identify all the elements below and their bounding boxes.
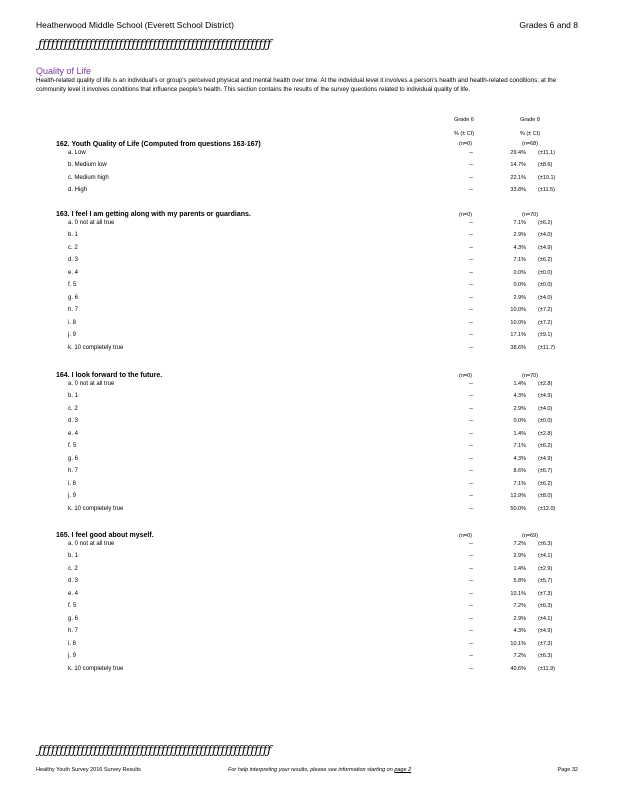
grade8-percent: 1.4%: [513, 430, 526, 437]
grade8-n-count: (n=68): [522, 140, 539, 147]
grade6-value: --: [469, 578, 473, 584]
grade6-value: --: [469, 590, 473, 597]
grade8-confidence-interval: (±6.3): [538, 540, 553, 547]
response-option-label: i. 8: [68, 480, 77, 487]
response-option-label: b. 1: [68, 553, 79, 559]
grade8-percent: 0.0%: [513, 282, 526, 288]
grade8-percent: 33.8%: [510, 187, 526, 193]
response-option-label: g. 6: [68, 455, 79, 462]
footer-survey-title: Healthy Youth Survey 2016 Survey Results: [36, 767, 141, 773]
grade6-value: --: [469, 269, 473, 276]
question-title: 163. I feel I am getting along with my parents or guardians.: [56, 211, 251, 218]
grade6-value: --: [469, 603, 473, 609]
grade6-value: --: [469, 405, 473, 412]
response-option-label: k. 10 completely true: [68, 665, 124, 672]
grade8-confidence-interval: (±4.1): [538, 553, 553, 559]
grade6-value: --: [469, 307, 473, 313]
school-name: Heatherwood Middle School (Everett School District): [36, 20, 234, 30]
grade6-value: --: [469, 380, 473, 387]
grade6-n-count: (n=0): [459, 373, 472, 379]
response-option-label: b. 1: [68, 393, 79, 399]
grade6-column-header: Grade 6: [454, 117, 474, 123]
grade8-confidence-interval: (±0.0): [538, 418, 553, 424]
grade8-stat-header: % (± CI): [519, 131, 541, 137]
grade8-confidence-interval: (±0.0): [538, 282, 553, 288]
grade8-confidence-interval: (±0.0): [538, 269, 553, 276]
response-option-label: j. 9: [68, 332, 77, 338]
grade6-value: --: [469, 162, 473, 168]
response-option-label: h. 7: [68, 628, 79, 634]
grade8-confidence-interval: (±11.5): [538, 187, 555, 193]
footer-page-link[interactable]: page 2: [394, 767, 412, 773]
grade8-confidence-interval: (±2.9): [538, 565, 553, 572]
grade8-confidence-interval: (±5.7): [538, 578, 553, 584]
grade8-confidence-interval: (±6.7): [538, 468, 553, 474]
grade8-percent: 10.1%: [510, 590, 526, 597]
grade8-confidence-interval: (±11.1): [538, 149, 555, 156]
grade8-confidence-interval: (±8.6): [538, 162, 553, 168]
grade8-percent: 2.9%: [513, 553, 526, 559]
response-option-label: b. 1: [68, 232, 79, 238]
grade8-confidence-interval: (±7.3): [538, 640, 553, 647]
grade6-value: --: [469, 653, 473, 659]
grade6-value: --: [469, 332, 473, 338]
question-title: 164. I look forward to the future.: [56, 372, 163, 379]
grade8-percent: 22.1%: [510, 174, 526, 181]
grade8-confidence-interval: (±7.3): [538, 590, 553, 597]
grade8-percent: 7.1%: [513, 257, 526, 263]
grade6-value: --: [469, 505, 473, 512]
response-option-label: f. 5: [68, 282, 77, 288]
grade8-percent: 2.9%: [513, 232, 526, 238]
grade6-value: --: [469, 553, 473, 559]
response-option-label: b. Medium low: [68, 162, 107, 168]
grade8-n-count: (n=70): [522, 373, 539, 379]
grade8-n-count: (n=70): [522, 212, 539, 218]
response-option-label: a. 0 not at all true: [68, 219, 115, 226]
response-option-label: d. 3: [68, 257, 79, 263]
response-option-label: i. 8: [68, 640, 77, 647]
grade8-percent: 40.6%: [510, 665, 526, 672]
response-option-label: d. 3: [68, 578, 79, 584]
grade6-value: --: [469, 455, 473, 462]
response-option-label: i. 8: [68, 319, 77, 326]
grade6-value: --: [469, 430, 473, 437]
response-option-label: c. 2: [68, 244, 78, 251]
grade8-percent: 7.1%: [513, 443, 526, 449]
grade8-percent: 17.1%: [510, 332, 526, 338]
grade8-percent: 12.9%: [510, 493, 526, 499]
grade8-confidence-interval: (±4.0): [538, 405, 553, 412]
footer-help-prefix: For help interpreting your results, please see information starting on: [228, 767, 395, 773]
response-option-label: d. High: [68, 187, 88, 193]
response-option-label: d. 3: [68, 418, 79, 424]
grade8-percent: 5.8%: [513, 578, 526, 584]
grade6-value: --: [469, 149, 473, 156]
response-option-label: g. 6: [68, 615, 79, 622]
grade8-confidence-interval: (±4.9): [538, 393, 553, 399]
grade6-n-count: (n=0): [459, 140, 472, 147]
response-option-label: j. 9: [68, 653, 77, 659]
grade6-value: --: [469, 257, 473, 263]
grade8-column-header: Grade 8: [520, 117, 540, 123]
grade6-value: --: [469, 468, 473, 474]
grade6-value: --: [469, 294, 473, 301]
response-option-label: e. 4: [68, 269, 79, 276]
response-option-label: a. 0 not at all true: [68, 540, 115, 547]
grade8-confidence-interval: (±7.2): [538, 307, 553, 313]
grade8-percent: 10.0%: [510, 307, 526, 313]
grade8-percent: 10.1%: [510, 640, 526, 647]
grade6-value: --: [469, 565, 473, 572]
grade6-value: --: [469, 628, 473, 634]
bottom-decorative-rule: ƒƒƒƒƒƒƒƒƒƒƒƒƒƒƒƒƒƒƒƒƒƒƒƒƒƒƒƒƒƒƒƒƒƒƒƒƒƒƒƒƒƒƒƒƒƒƒƒƒƒƒƒƒƒƒ: [38, 743, 272, 757]
grade6-value: --: [469, 443, 473, 449]
response-option-label: h. 7: [68, 307, 79, 313]
grade8-confidence-interval: (±6.2): [538, 257, 553, 263]
grade8-percent: 0.0%: [513, 418, 526, 424]
grade8-percent: 1.4%: [513, 565, 526, 572]
footer-page-number: Page 32: [557, 767, 578, 773]
grade8-confidence-interval: (±10.1): [538, 174, 556, 181]
grade6-value: --: [469, 232, 473, 238]
grade8-n-count: (n=69): [522, 533, 539, 539]
grade8-confidence-interval: (±12.0): [538, 505, 556, 512]
grade8-percent: 29.4%: [510, 149, 526, 156]
grade8-percent: 8.6%: [513, 468, 526, 474]
grade6-n-count: (n=0): [459, 212, 472, 218]
grade8-confidence-interval: (±6.2): [538, 480, 553, 487]
response-option-label: c. 2: [68, 565, 78, 572]
response-option-label: j. 9: [68, 493, 77, 499]
grade8-confidence-interval: (±4.0): [538, 232, 553, 238]
question-title: 165. I feel good about myself.: [56, 532, 154, 539]
grade6-value: --: [469, 187, 473, 193]
grade8-percent: 14.7%: [510, 162, 526, 168]
section-description: Health-related quality of life is an individual's or group's perceived physical and mental health over time. At the individual level it involves a person's health and health-related conditions; at the community level it involves conditions that influence people's health. This section contains the results of the survey questions related to individual quality of life.: [36, 77, 557, 93]
grade8-confidence-interval: (±4.9): [538, 455, 553, 462]
grade8-percent: 2.9%: [513, 405, 526, 412]
grade6-n-count: (n=0): [459, 533, 472, 539]
grade6-value: --: [469, 282, 473, 288]
response-option-label: a. 0 not at all true: [68, 380, 115, 387]
grade8-confidence-interval: (±4.9): [538, 244, 553, 251]
response-option-label: e. 4: [68, 590, 79, 597]
grade8-percent: 7.2%: [513, 653, 526, 659]
grade8-percent: 1.4%: [513, 380, 526, 387]
grade6-value: --: [469, 615, 473, 622]
grade8-percent: 7.1%: [513, 219, 526, 226]
grade8-confidence-interval: (±7.2): [538, 319, 553, 326]
section-title: Quality of Life: [36, 66, 92, 76]
grade8-percent: 2.9%: [513, 294, 526, 301]
grade6-value: --: [469, 665, 473, 672]
grade8-percent: 10.0%: [510, 319, 526, 326]
question-title: 162. Youth Quality of Life (Computed from questions 163-167): [56, 141, 261, 148]
response-option-label: g. 6: [68, 294, 79, 301]
grade8-confidence-interval: (±4.1): [538, 615, 553, 622]
grade8-confidence-interval: (±8.0): [538, 493, 553, 499]
grade6-stat-header: % (± CI): [453, 131, 475, 137]
grade8-percent: 7.2%: [513, 603, 526, 609]
grade6-value: --: [469, 174, 473, 181]
grade8-confidence-interval: (±6.3): [538, 603, 553, 609]
response-option-label: h. 7: [68, 468, 79, 474]
response-option-label: e. 4: [68, 430, 79, 437]
grade6-value: --: [469, 480, 473, 487]
grade8-confidence-interval: (±6.3): [538, 653, 553, 659]
grade6-value: --: [469, 418, 473, 424]
response-option-label: f. 5: [68, 443, 77, 449]
grade8-confidence-interval: (±6.2): [538, 443, 553, 449]
grade6-value: --: [469, 344, 473, 351]
grade8-percent: 0.0%: [513, 269, 526, 276]
page-footer: [36, 767, 578, 773]
grade8-percent: 4.3%: [513, 244, 526, 251]
grade8-percent: 38.6%: [510, 344, 526, 351]
grades-label: Grades 6 and 8: [519, 20, 578, 30]
grade8-confidence-interval: (±2.8): [538, 430, 553, 437]
grade8-confidence-interval: (±11.9): [538, 665, 555, 672]
grade8-percent: 2.9%: [513, 615, 526, 622]
footer-help-text: [228, 767, 411, 773]
grade8-percent: 4.3%: [513, 455, 526, 462]
grade8-confidence-interval: (±2.8): [538, 380, 553, 387]
grade8-percent: 7.1%: [513, 480, 526, 487]
grade8-percent: 50.0%: [510, 505, 526, 512]
grade8-percent: 4.3%: [513, 393, 526, 399]
grade6-value: --: [469, 493, 473, 499]
grade6-value: --: [469, 244, 473, 251]
grade8-confidence-interval: (±4.9): [538, 628, 553, 634]
response-option-label: f. 5: [68, 603, 77, 609]
response-option-label: c. Medium high: [68, 174, 109, 181]
grade8-percent: 7.2%: [513, 540, 526, 547]
grade8-confidence-interval: (±9.1): [538, 332, 553, 338]
response-option-label: k. 10 completely true: [68, 344, 124, 351]
response-option-label: a. Low: [68, 149, 86, 156]
grade6-value: --: [469, 319, 473, 326]
grade6-value: --: [469, 393, 473, 399]
grade8-confidence-interval: (±11.7): [538, 344, 555, 351]
grade6-value: --: [469, 540, 473, 547]
page-header: [36, 20, 578, 30]
grade6-value: --: [469, 219, 473, 226]
response-option-label: k. 10 completely true: [68, 505, 124, 512]
grade8-confidence-interval: (±6.2): [538, 219, 553, 226]
grade8-confidence-interval: (±4.0): [538, 294, 553, 301]
top-decorative-rule: ƒƒƒƒƒƒƒƒƒƒƒƒƒƒƒƒƒƒƒƒƒƒƒƒƒƒƒƒƒƒƒƒƒƒƒƒƒƒƒƒƒƒƒƒƒƒƒƒƒƒƒƒƒƒƒ: [38, 37, 272, 51]
response-option-label: c. 2: [68, 405, 78, 412]
grade8-percent: 4.3%: [513, 628, 526, 634]
grade6-value: --: [469, 640, 473, 647]
